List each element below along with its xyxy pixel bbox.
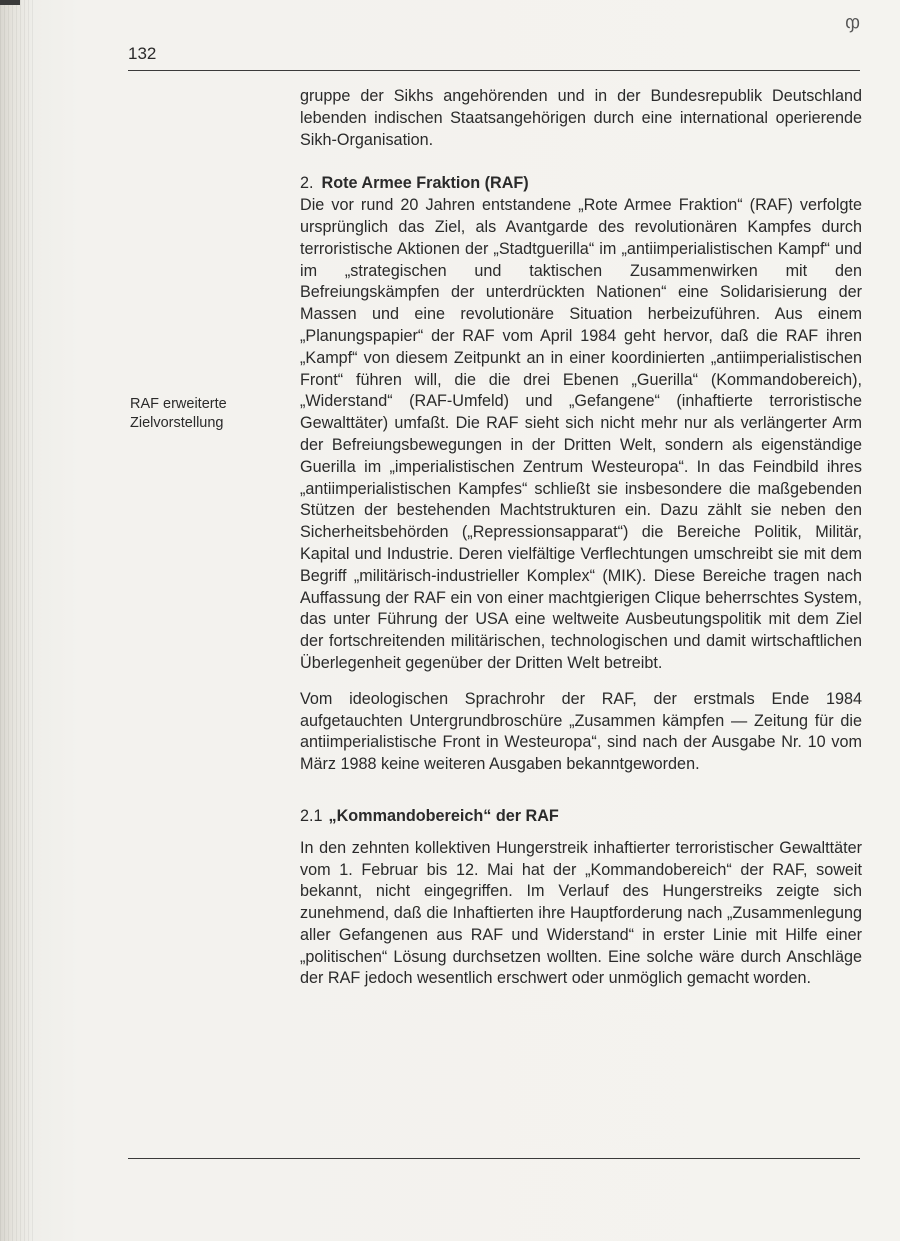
subsection-paragraph: In den zehnten kollektiven Hungerstreik inhaftierter terroristischer Gewalttäter vom 1. Februar bis 12. Mai hat der „Kommandobereich“ der RAF, soweit bekannt, nicht eingegriffen. Im Verlauf des Hungerstreiks zeigte sich zunehmend, daß die Inhaftierten ihre Hauptforderung nach „Zusammenlegung aller Gefangenen aus RAF und Widerstand“ in erster Linie mit Hilfe einer „politischen“ Lösung durchsetzen wollten. Eine solche wäre durch Anschläge der RAF jedoch wesentlich erschwert oder unmöglich gemacht worden. (300, 838, 862, 988)
subsection-title: „Kommandobereich“ der RAF (328, 806, 559, 825)
section-number: 2. (300, 174, 314, 193)
margin-note-line-2: Zielvorstellung (130, 415, 224, 431)
main-text-column (300, 86, 862, 990)
margin-note-line-1: RAF erweiterte (130, 396, 227, 412)
intro-paragraph: gruppe der Sikhs angehörenden und in der Bundesrepublik Deutschland lebenden indischen Staatsangehörigen durch eine international operierende Sikh-Organisation. (300, 87, 862, 149)
section-paragraph-1: Die vor rund 20 Jahren entstandene „Rote Armee Fraktion“ (RAF) verfolgte ursprünglich das Ziel, als Avantgarde des revolutionären Kampfes durch terroristische Aktionen der „Stadtguerilla“ im „antiimperialistischen Kampf“ und im „strategischen und taktischen Zusammenwirken mit den Befreiungskämpfen der unterdrückten Nationen“ eine Solidarisierung der Massen und eine revolutionäre Situation herbeizuführen. Aus einem „Planungspapier“ der RAF vom April 1984 geht hervor, daß die RAF ihren „Kampf“ von diesem Zeitpunkt an in einer koordinierten „antiimperialistischen Front“ führen will, die die drei Ebenen „Guerilla“ (Kommandobereich), „Widerstand“ (RAF-Umfeld) und „Gefangene“ (inhaftierte terroristische Gewalttäter) umfaßt. Die RAF sieht sich nicht mehr nur als verlängerter Arm der Befreiungsbewegungen in der Dritten Welt, sondern als eigenständige Guerilla im „imperialistischen Zentrum Westeuropa“. In das Feindbild ihres „antiimperialistischen Kampfes“ schließt sie insbesondere die maßgebenden Stützen der bestehenden Machtstrukturen ein. Dazu zählt sie neben den Sicherheitsbehörden („Repressionsapparat“) die Bereiche Politik, Militär, Kapital und Industrie. Deren vielfältige Verflechtungen umschreibt sie mit dem Begriff „militärisch-industrieller Komplex“ (MIK). Diese Bereiche tragen nach Auffassung der RAF ein von einer machtgierigen Clique beherrschtes System, das unter Führung der USA eine weltweite Ausbeutungspolitik mit dem Ziel der fortschreitenden militärischen, technologischen und damit wirtschaftlichen Überlegenheit gegenüber der Dritten Welt betreibt. (300, 196, 862, 672)
subsection-heading (300, 806, 862, 828)
subsection-number: 2.1 (300, 806, 323, 825)
margin-note (130, 395, 280, 433)
header-rule (128, 70, 860, 71)
scan-speck-mark: ჶ (845, 12, 860, 32)
scan-corner-mark (0, 0, 20, 5)
section-paragraph-2: Vom ideologischen Sprachrohr der RAF, der erstmals Ende 1984 aufgetauchten Untergrundbroschüre „Zusammen kämpfen — Zeitung für die antiimperialistische Front in Westeuropa“, sind nach der Ausgabe Nr. 10 vom März 1988 keine weiteren Ausgaben bekanntgeworden. (300, 689, 862, 774)
footer-rule (128, 1158, 860, 1159)
section-heading (300, 173, 862, 195)
page-binding-edge (0, 0, 34, 1241)
page-number: 132 (128, 44, 157, 63)
section-title: Rote Armee Fraktion (RAF) (321, 174, 529, 193)
